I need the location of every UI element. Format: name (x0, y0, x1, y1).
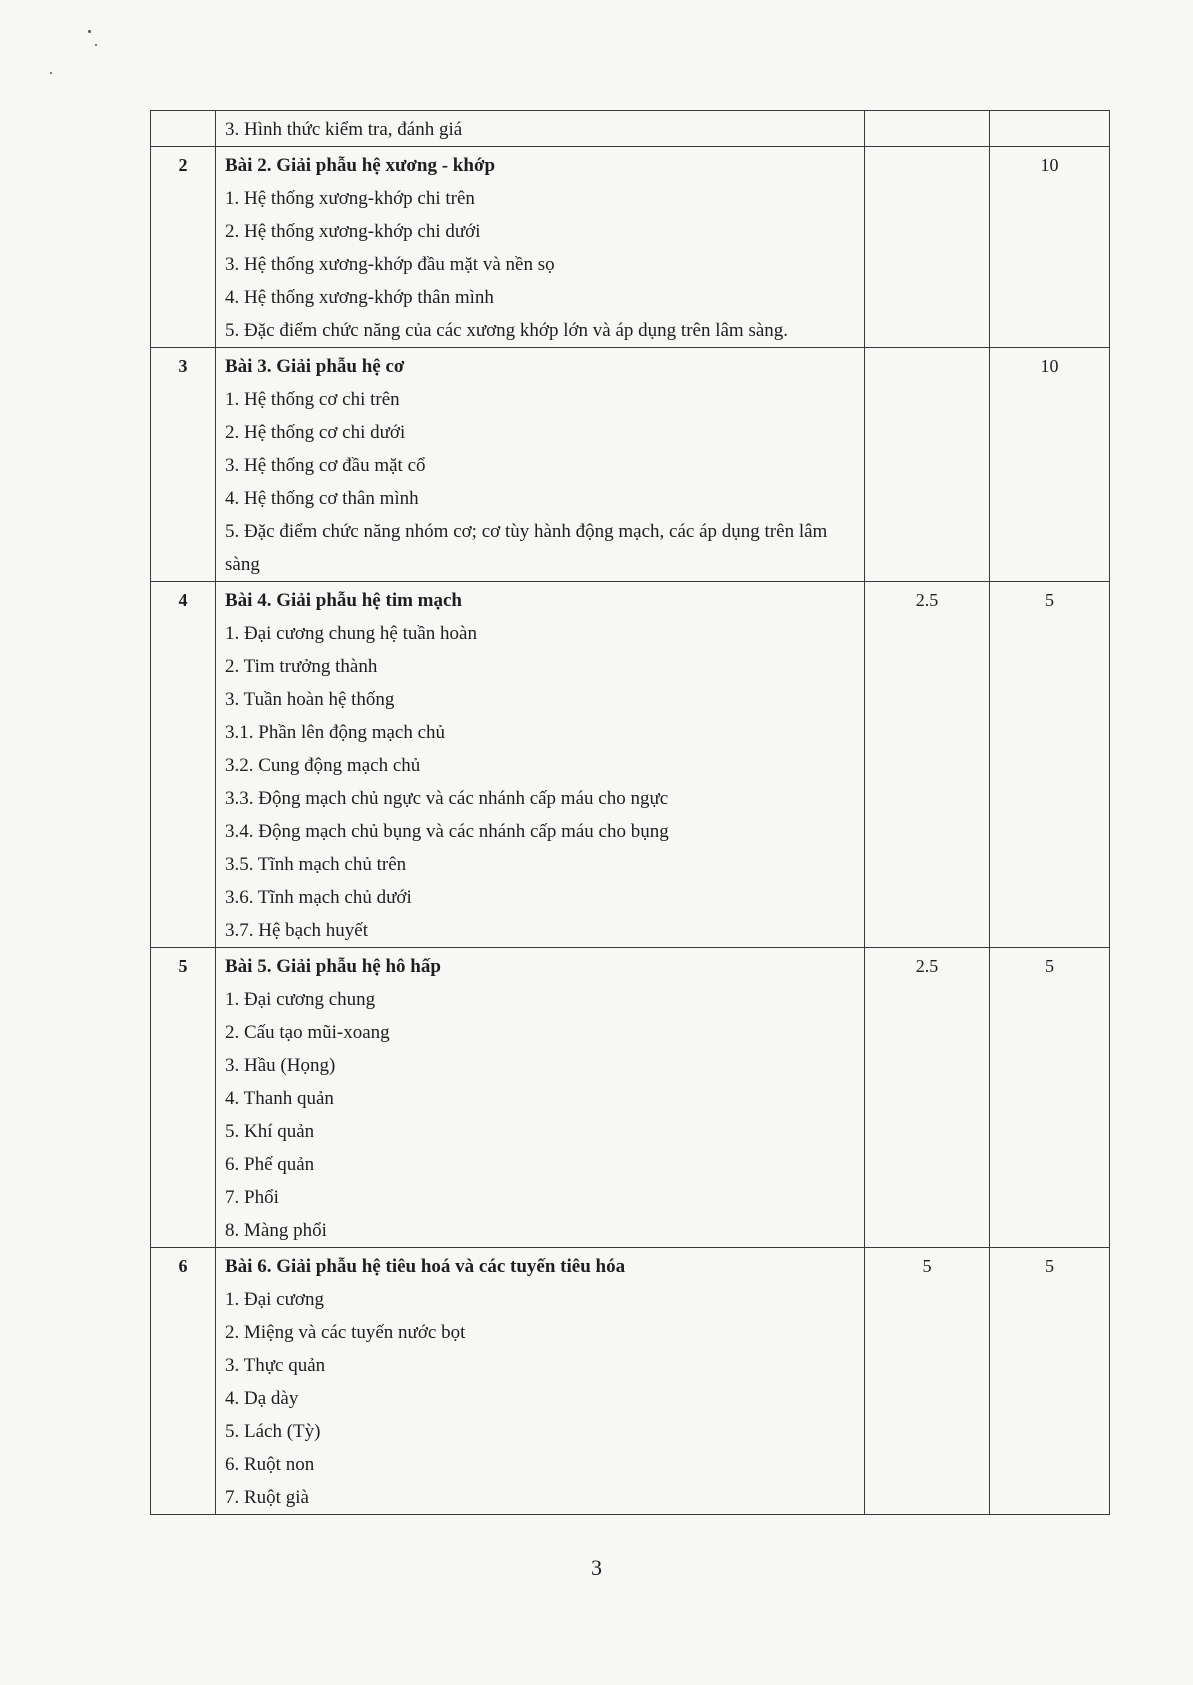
lesson-number-cell (151, 582, 216, 948)
lesson-row (151, 582, 1110, 948)
lesson-item: 2. Tim trưởng thành (225, 656, 378, 677)
lesson-item: 1. Đại cương (225, 1289, 324, 1310)
practice-hours-cell (990, 1248, 1110, 1515)
lesson-content-cell (216, 582, 865, 948)
lesson-content-cell (216, 948, 865, 1248)
scan-speck (95, 44, 97, 46)
lesson-title: Bài 3. Giải phẫu hệ cơ (225, 356, 405, 377)
lesson-item: 3.6. Tĩnh mạch chủ dưới (225, 887, 412, 908)
lesson-number: 5 (178, 956, 188, 976)
lesson-item: 5. Đặc điểm chức năng nhóm cơ; cơ tùy hành động mạch, các áp dụng trên lâm sàng (225, 521, 828, 575)
practice-hours (990, 111, 1109, 113)
practice-hours-cell (990, 147, 1110, 348)
lesson-item: 4. Hệ thống cơ thân mình (225, 488, 419, 509)
theory-hours: 2.5 (915, 956, 939, 976)
practice-hours-cell (990, 582, 1110, 948)
lesson-item: 3.3. Động mạch chủ ngực và các nhánh cấp máu cho ngực (225, 788, 669, 809)
lesson-content-cell (216, 147, 865, 348)
lesson-item: 3. Hầu (Họng) (225, 1055, 336, 1076)
practice-hours: 5 (1045, 956, 1054, 976)
theory-hours (865, 111, 989, 113)
theory-hours: 5 (922, 1256, 932, 1276)
practice-hours: 10 (1040, 155, 1059, 175)
lesson-number-cell (151, 147, 216, 348)
lesson-item: 3. Thực quản (225, 1355, 326, 1376)
lesson-content-cell (216, 111, 865, 147)
lesson-item: 6. Phế quản (225, 1154, 315, 1175)
lesson-item: 4. Dạ dày (225, 1388, 299, 1409)
lesson-row (151, 348, 1110, 582)
practice-hours-cell (990, 111, 1110, 147)
theory-hours-cell (865, 582, 990, 948)
lesson-item: 5. Đặc điểm chức năng của các xương khớp lớn và áp dụng trên lâm sàng. (225, 320, 789, 341)
lesson-number: 3 (178, 356, 188, 376)
lesson-number: 2 (178, 155, 188, 175)
theory-hours-cell (865, 147, 990, 348)
scan-speck (88, 30, 91, 33)
lesson-number (151, 111, 215, 113)
theory-hours: 2.5 (915, 590, 939, 610)
lesson-item: 2. Cấu tạo mũi-xoang (225, 1022, 390, 1043)
lesson-number-cell (151, 948, 216, 1248)
lesson-item: 4. Hệ thống xương-khớp thân mình (225, 287, 494, 308)
curriculum-table-body (151, 111, 1110, 1515)
lesson-item: 5. Khí quản (225, 1121, 315, 1142)
practice-hours: 10 (1040, 356, 1059, 376)
theory-hours (865, 147, 989, 149)
scan-speck (50, 72, 52, 74)
lesson-item: 7. Ruột già (225, 1487, 309, 1508)
lesson-item: 5. Lách (Tỳ) (225, 1421, 321, 1442)
theory-hours (865, 348, 989, 350)
lesson-item: 4. Thanh quản (225, 1088, 334, 1109)
lesson-number: 4 (178, 590, 188, 610)
page-number: 3 (591, 1555, 602, 1580)
theory-hours-cell (865, 1248, 990, 1515)
practice-hours-cell (990, 948, 1110, 1248)
lesson-item: 7. Phổi (225, 1187, 279, 1208)
lesson-item: 3. Hệ thống cơ đầu mặt cổ (225, 455, 426, 476)
curriculum-table (150, 110, 1110, 1515)
lesson-number-cell (151, 1248, 216, 1515)
lesson-item: 3.5. Tĩnh mạch chủ trên (225, 854, 407, 875)
theory-hours-cell (865, 348, 990, 582)
lesson-row (151, 948, 1110, 1248)
lesson-item: 1. Hệ thống xương-khớp chi trên (225, 188, 475, 209)
lesson-item: 3. Hệ thống xương-khớp đầu mặt và nền sọ (225, 254, 555, 275)
lesson-item: 2. Hệ thống xương-khớp chi dưới (225, 221, 481, 242)
lesson-content-cell (216, 348, 865, 582)
lesson-number: 6 (178, 1256, 188, 1276)
lesson-item: 1. Đại cương chung hệ tuần hoàn (225, 623, 477, 644)
practice-hours: 5 (1045, 1256, 1054, 1276)
lesson-item: 3.7. Hệ bạch huyết (225, 920, 368, 941)
lesson-item: 2. Hệ thống cơ chi dưới (225, 422, 406, 443)
practice-hours: 5 (1045, 590, 1054, 610)
lesson-number-cell (151, 111, 216, 147)
lesson-title: Bài 4. Giải phẫu hệ tim mạch (225, 590, 462, 611)
lesson-item: 1. Hệ thống cơ chi trên (225, 389, 400, 410)
lesson-item: 3.4. Động mạch chủ bụng và các nhánh cấp máu cho bụng (225, 821, 669, 842)
lesson-item: 3.1. Phần lên động mạch chủ (225, 722, 446, 743)
lesson-number-cell (151, 348, 216, 582)
lesson-title: Bài 2. Giải phẫu hệ xương - khớp (225, 155, 496, 176)
lesson-title: Bài 5. Giải phẫu hệ hô hấp (225, 956, 441, 977)
lesson-item: 3.2. Cung động mạch chủ (225, 755, 421, 776)
theory-hours-cell (865, 111, 990, 147)
lesson-item: 1. Đại cương chung (225, 989, 376, 1010)
theory-hours-cell (865, 948, 990, 1248)
lesson-item: 3. Hình thức kiểm tra, đánh giá (225, 119, 463, 140)
lesson-item: 3. Tuần hoàn hệ thống (225, 689, 395, 710)
lesson-row (151, 147, 1110, 348)
practice-hours-cell (990, 348, 1110, 582)
lesson-content-cell (216, 1248, 865, 1515)
lesson-row (151, 111, 1110, 147)
lesson-item: 2. Miệng và các tuyến nước bọt (225, 1322, 466, 1343)
lesson-title: Bài 6. Giải phẫu hệ tiêu hoá và các tuyến tiêu hóa (225, 1256, 626, 1277)
lesson-item: 8. Màng phổi (225, 1220, 327, 1241)
lesson-item: 6. Ruột non (225, 1454, 315, 1475)
lesson-row (151, 1248, 1110, 1515)
